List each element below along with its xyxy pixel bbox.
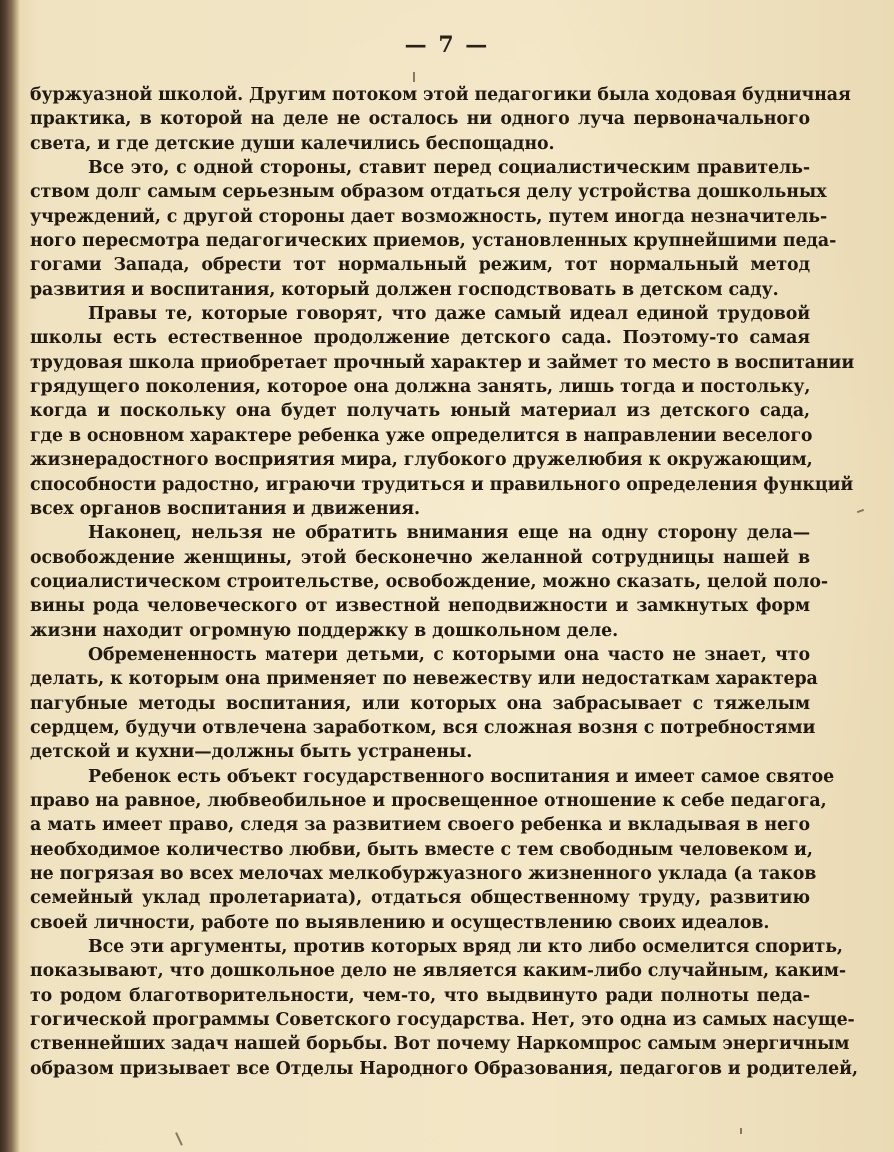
text-line: грядущего поколения, которое она должна занять, лишь тогда и постольку, [30, 377, 811, 398]
text-line: Правы те, которые говорят, что даже самый идеал единой трудовой [88, 304, 810, 325]
text-line: а мать имеет право, следя за развитием своего ребенка и вкладывая в него [30, 815, 810, 836]
text-line: Все это, с одной стороны, ставит перед социалистическим правитель- [88, 158, 810, 179]
text-line: всех органов воспитания и движения. [30, 498, 420, 519]
body-text [30, 83, 858, 1081]
text-line: школы есть естественное продолжение детского сада. Поэтому-то самая [30, 328, 810, 349]
paragraph-5 [30, 643, 818, 765]
text-line: делать, к которым она применяет по невежеству или недостаткам характера [30, 669, 818, 690]
text-line: сердцем, будучи отвлечена заработком, вся сложная возня с потребностями [30, 717, 816, 738]
text-line: своей личности, работе по выявлению и осуществлению своих идеалов. [30, 912, 770, 933]
text-line: показывают, что дошкольное дело не является каким-либо случайным, каким- [30, 961, 846, 982]
text-line: Все эти аргументы, против которых вряд ли кто либо осмелится спорить, [88, 937, 843, 958]
paragraph-2 [30, 156, 837, 302]
text-line: жизни находит огромную поддержку в дошкольном деле. [30, 620, 619, 641]
scan-speck [413, 72, 415, 82]
text-line: ного пересмотра педагогических приемов, установленных крупнейшими педа- [30, 231, 837, 252]
text-line: право на равное, любвеобильное и просвещенное отношение к себе педагога, [30, 790, 827, 811]
text-line: образом призывает все Отделы Народного Образования, педагогов и родителей, [30, 1058, 858, 1079]
text-line: социалистическом строительстве, освобождение, можно сказать, целой поло- [30, 571, 829, 592]
scan-speck [175, 1132, 182, 1145]
text-line: способности радостно, играючи трудиться и правильного определения функций [30, 474, 854, 495]
text-line: Обремененность матери детьми, с которыми она часто не знает, что [88, 644, 810, 665]
text-line: Ребенок есть объект государственного воспитания и имеет самое святое [88, 766, 835, 787]
text-line: не погрязая во всех мелочах мелкобуржуазного жизненного уклада (а таков [30, 864, 817, 884]
text-line: света, и где детские души калечились беспощадно. [30, 133, 555, 154]
text-line: практика, в которой на деле не осталось ни одного луча первоначального [30, 109, 810, 130]
paragraph-4 [30, 521, 829, 643]
text-line: трудовая школа приобретает прочный характер и займет то место в воспитании [30, 352, 855, 373]
text-line: гогами Запада, обрести тот нормальный режим, тот нормальный метод [30, 255, 810, 276]
text-line: необходимое количество любви, быть вместе с тем свободным человеком и, [30, 839, 813, 860]
text-line: пагубные методы воспитания, или которых она забрасывает с тяжелым [30, 693, 810, 714]
text-line: то родом благотворительности, чем-то, что выдвинуто ради полноты педа- [30, 985, 810, 1006]
text-line: семейный уклад пролетариата), отдаться общественному труду, развитию [30, 888, 810, 909]
text-line: где в основном характере ребенка уже определится в направлении веселого [30, 425, 813, 446]
text-line: ственнейших задач нашей борьбы. Вот почему Наркомпрос самым энергичным [30, 1034, 850, 1055]
book-binding-edge [0, 0, 20, 1152]
paragraph-6 [30, 765, 835, 935]
paragraph-7 [30, 935, 858, 1081]
text-line: гогической программы Советского государства. Нет, это одна из самых насуще- [30, 1010, 855, 1031]
text-line: детской и кухни—должны быть устранены. [30, 742, 473, 763]
paragraph-1 [30, 83, 851, 156]
scan-speck [740, 1128, 742, 1134]
text-line: ством долг самым серьезным образом отдаться делу устройства дошкольных [30, 182, 827, 203]
text-line: учреждений, с другой стороны дает возможность, путем иногда незначитель- [30, 206, 828, 227]
text-line: Наконец, нельзя не обратить внимания еще на одну сторону дела— [88, 523, 810, 544]
paragraph-3 [30, 302, 855, 521]
text-line: жизнерадостного восприятия мира, глубокого дружелюбия к окружающим, [30, 450, 813, 471]
text-line: вины рода человеческого от известной неподвижности и замкнутых форм [30, 596, 810, 617]
text-line: развития и воспитания, который должен господствовать в детском саду. [30, 279, 779, 300]
text-line: буржуазной школой. Другим потоком этой педагогики была ходовая будничная [30, 85, 851, 105]
text-line: освобождение женщины, этой бесконечно желанной сотрудницы нашей в [30, 547, 810, 568]
page-number: — 7 — [404, 32, 490, 58]
text-line: когда и поскольку она будет получать юный материал из детского сада, [30, 401, 810, 422]
scan-speck [857, 509, 864, 513]
